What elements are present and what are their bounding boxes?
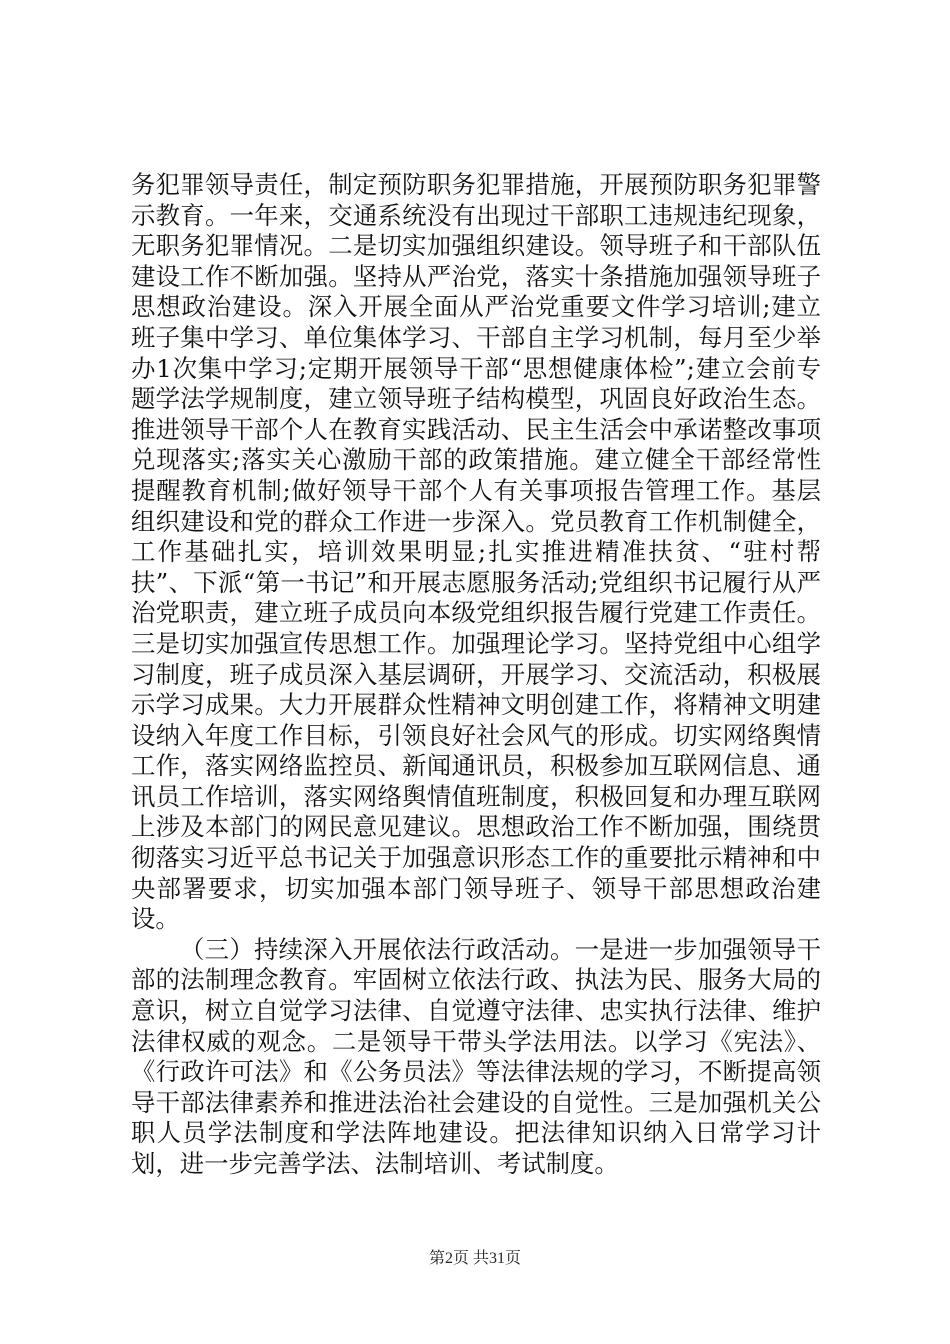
- body-paragraph: （三）持续深入开展依法行政活动。一是进一步加强领导干部的法制理念教育。牢固树立依法行政、执法为民、服务大局的意识，树立自觉学习法律、自觉遵守法律、忠实执行法律、维护法律权威的观念。二是领导干带头学法用法。以学习《宪法》、《行政许可法》和《公务员法》等法律法规的学习，不断提高领导干部法律素养和推进法治社会建设的自觉性。三是加强机关公职人员学法制度和学法阵地建设。把法律知识纳入日常学习计划，进一步完善学法、法制培训、考试制度。: [131, 934, 821, 1178]
- body-paragraph: 务犯罪领导责任，制定预防职务犯罪措施，开展预防职务犯罪警示教育。一年来，交通系统没有出现过干部职工违规违纪现象，无职务犯罪情况。二是切实加强组织建设。领导班子和干部队伍建设工作不断加强。坚持从严治党，落实十条措施加强领导班子思想政治建设。深入开展全面从严治党重要文件学习培训;建立班子集中学习、单位集体学习、干部自主学习机制，每月至少举办1次集中学习;定期开展领导干部“思想健康体检”;建立会前专题学法学规制度，建立领导班子结构模型，巩固良好政治生态。推进领导干部个人在教育实践活动、民主生活会中承诺整改事项兑现落实;落实关心激励干部的政策措施。建立健全干部经常性提醒教育机制;做好领导干部个人有关事项报告管理工作。基层组织建设和党的群众工作进一步深入。党员教育工作机制健全，工作基础扎实，培训效果明显;扎实推进精准扶贫、“驻村帮扶”、下派“第一书记”和开展志愿服务活动;党组织书记履行从严治党职责，建立班子成员向本级党组织报告履行党建工作责任。三是切实加强宣传思想工作。加强理论学习。坚持党组中心组学习制度，班子成员深入基层调研，开展学习、交流活动，积极展示学习成果。大力开展群众性精神文明创建工作，将精神文明建设纳入年度工作目标，引领良好社会风气的形成。切实网络舆情工作，落实网络监控员、新闻通讯员，积极参加互联网信息、通讯员工作培训，落实网络舆情值班制度，积极回复和办理互联网上涉及本部门的网民意见建议。思想政治工作不断加强，围绕贯彻落实习近平总书记关于加强意识形态工作的重要批示精神和中央部署要求，切实加强本部门领导班子、领导干部思想政治建设。: [131, 170, 821, 934]
- page-number-footer: 第2页 共31页: [428, 1250, 521, 1267]
- document-body: [131, 170, 821, 1180]
